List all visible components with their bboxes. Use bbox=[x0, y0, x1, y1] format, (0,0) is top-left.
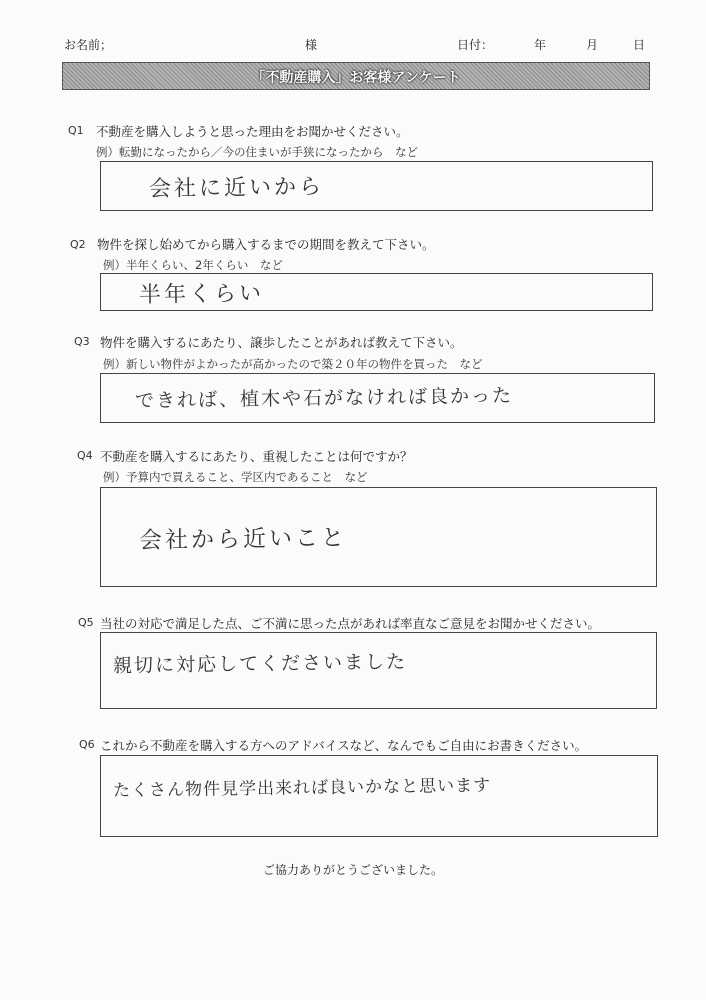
answer-box bbox=[100, 755, 658, 837]
answer-box bbox=[100, 161, 653, 211]
handwritten-answer: できれば、植木や石がなければ良かった bbox=[134, 384, 514, 412]
handwritten-answer: 半年くらい bbox=[138, 281, 265, 308]
year-label: 年 bbox=[534, 38, 547, 52]
question-number: Q3 bbox=[74, 335, 90, 348]
answer-box bbox=[100, 373, 655, 423]
answer-box bbox=[100, 273, 653, 311]
question-example: 例）転勤になったから／今の住まいが手狭になったから など bbox=[96, 145, 418, 159]
month-label: 月 bbox=[586, 38, 599, 52]
question-example: 例）予算内で買えること、学区内であること など bbox=[103, 470, 368, 484]
question-text: 当社の対応で満足した点、ご不満に思った点があれば率直なご意見をお聞かせください。 bbox=[100, 616, 601, 631]
thank-you-note: ご協力ありがとうございました。 bbox=[262, 863, 443, 877]
question-number: Q1 bbox=[68, 124, 84, 137]
question-number: Q6 bbox=[79, 738, 95, 751]
handwritten-answer: 会社に近いから bbox=[148, 174, 325, 202]
question-text: これから不動産を購入する方へのアドバイスなど、なんでもご自由にお書きください。 bbox=[100, 738, 588, 753]
answer-box bbox=[100, 632, 657, 709]
handwritten-answer: 会社から近いこと bbox=[138, 525, 348, 554]
handwritten-answer: たくさん物件見学出来れば良いかなと思います bbox=[112, 775, 492, 801]
question-text: 物件を探し始めてから購入するまでの期間を教えて下さい。 bbox=[97, 237, 435, 252]
title-bar bbox=[62, 62, 650, 90]
question-example: 例）半年くらい、2年くらい など bbox=[103, 258, 283, 272]
day-label: 日 bbox=[633, 38, 646, 52]
question-number: Q2 bbox=[70, 238, 86, 251]
handwritten-answer: 親切に対応してくださいました bbox=[112, 650, 408, 677]
question-text: 不動産を購入するにあたり、重視したことは何ですか？ bbox=[100, 449, 413, 464]
question-number: Q5 bbox=[78, 616, 94, 629]
honorific-label: 様 bbox=[305, 38, 318, 52]
question-number: Q4 bbox=[77, 449, 93, 462]
question-example: 例）新しい物件がよかったが高かったので築２０年の物件を買った など bbox=[103, 357, 483, 371]
question-text: 不動産を購入しようと思った理由をお聞かせください。 bbox=[96, 124, 409, 139]
question-text: 物件を購入するにあたり、譲歩したことがあれば教えて下さい。 bbox=[100, 335, 463, 350]
date-label: 日付： bbox=[457, 38, 494, 52]
answer-box bbox=[100, 487, 657, 587]
page-title: 「不動産購入」お客様アンケート bbox=[251, 70, 461, 86]
name-label: お名前； bbox=[64, 38, 113, 52]
